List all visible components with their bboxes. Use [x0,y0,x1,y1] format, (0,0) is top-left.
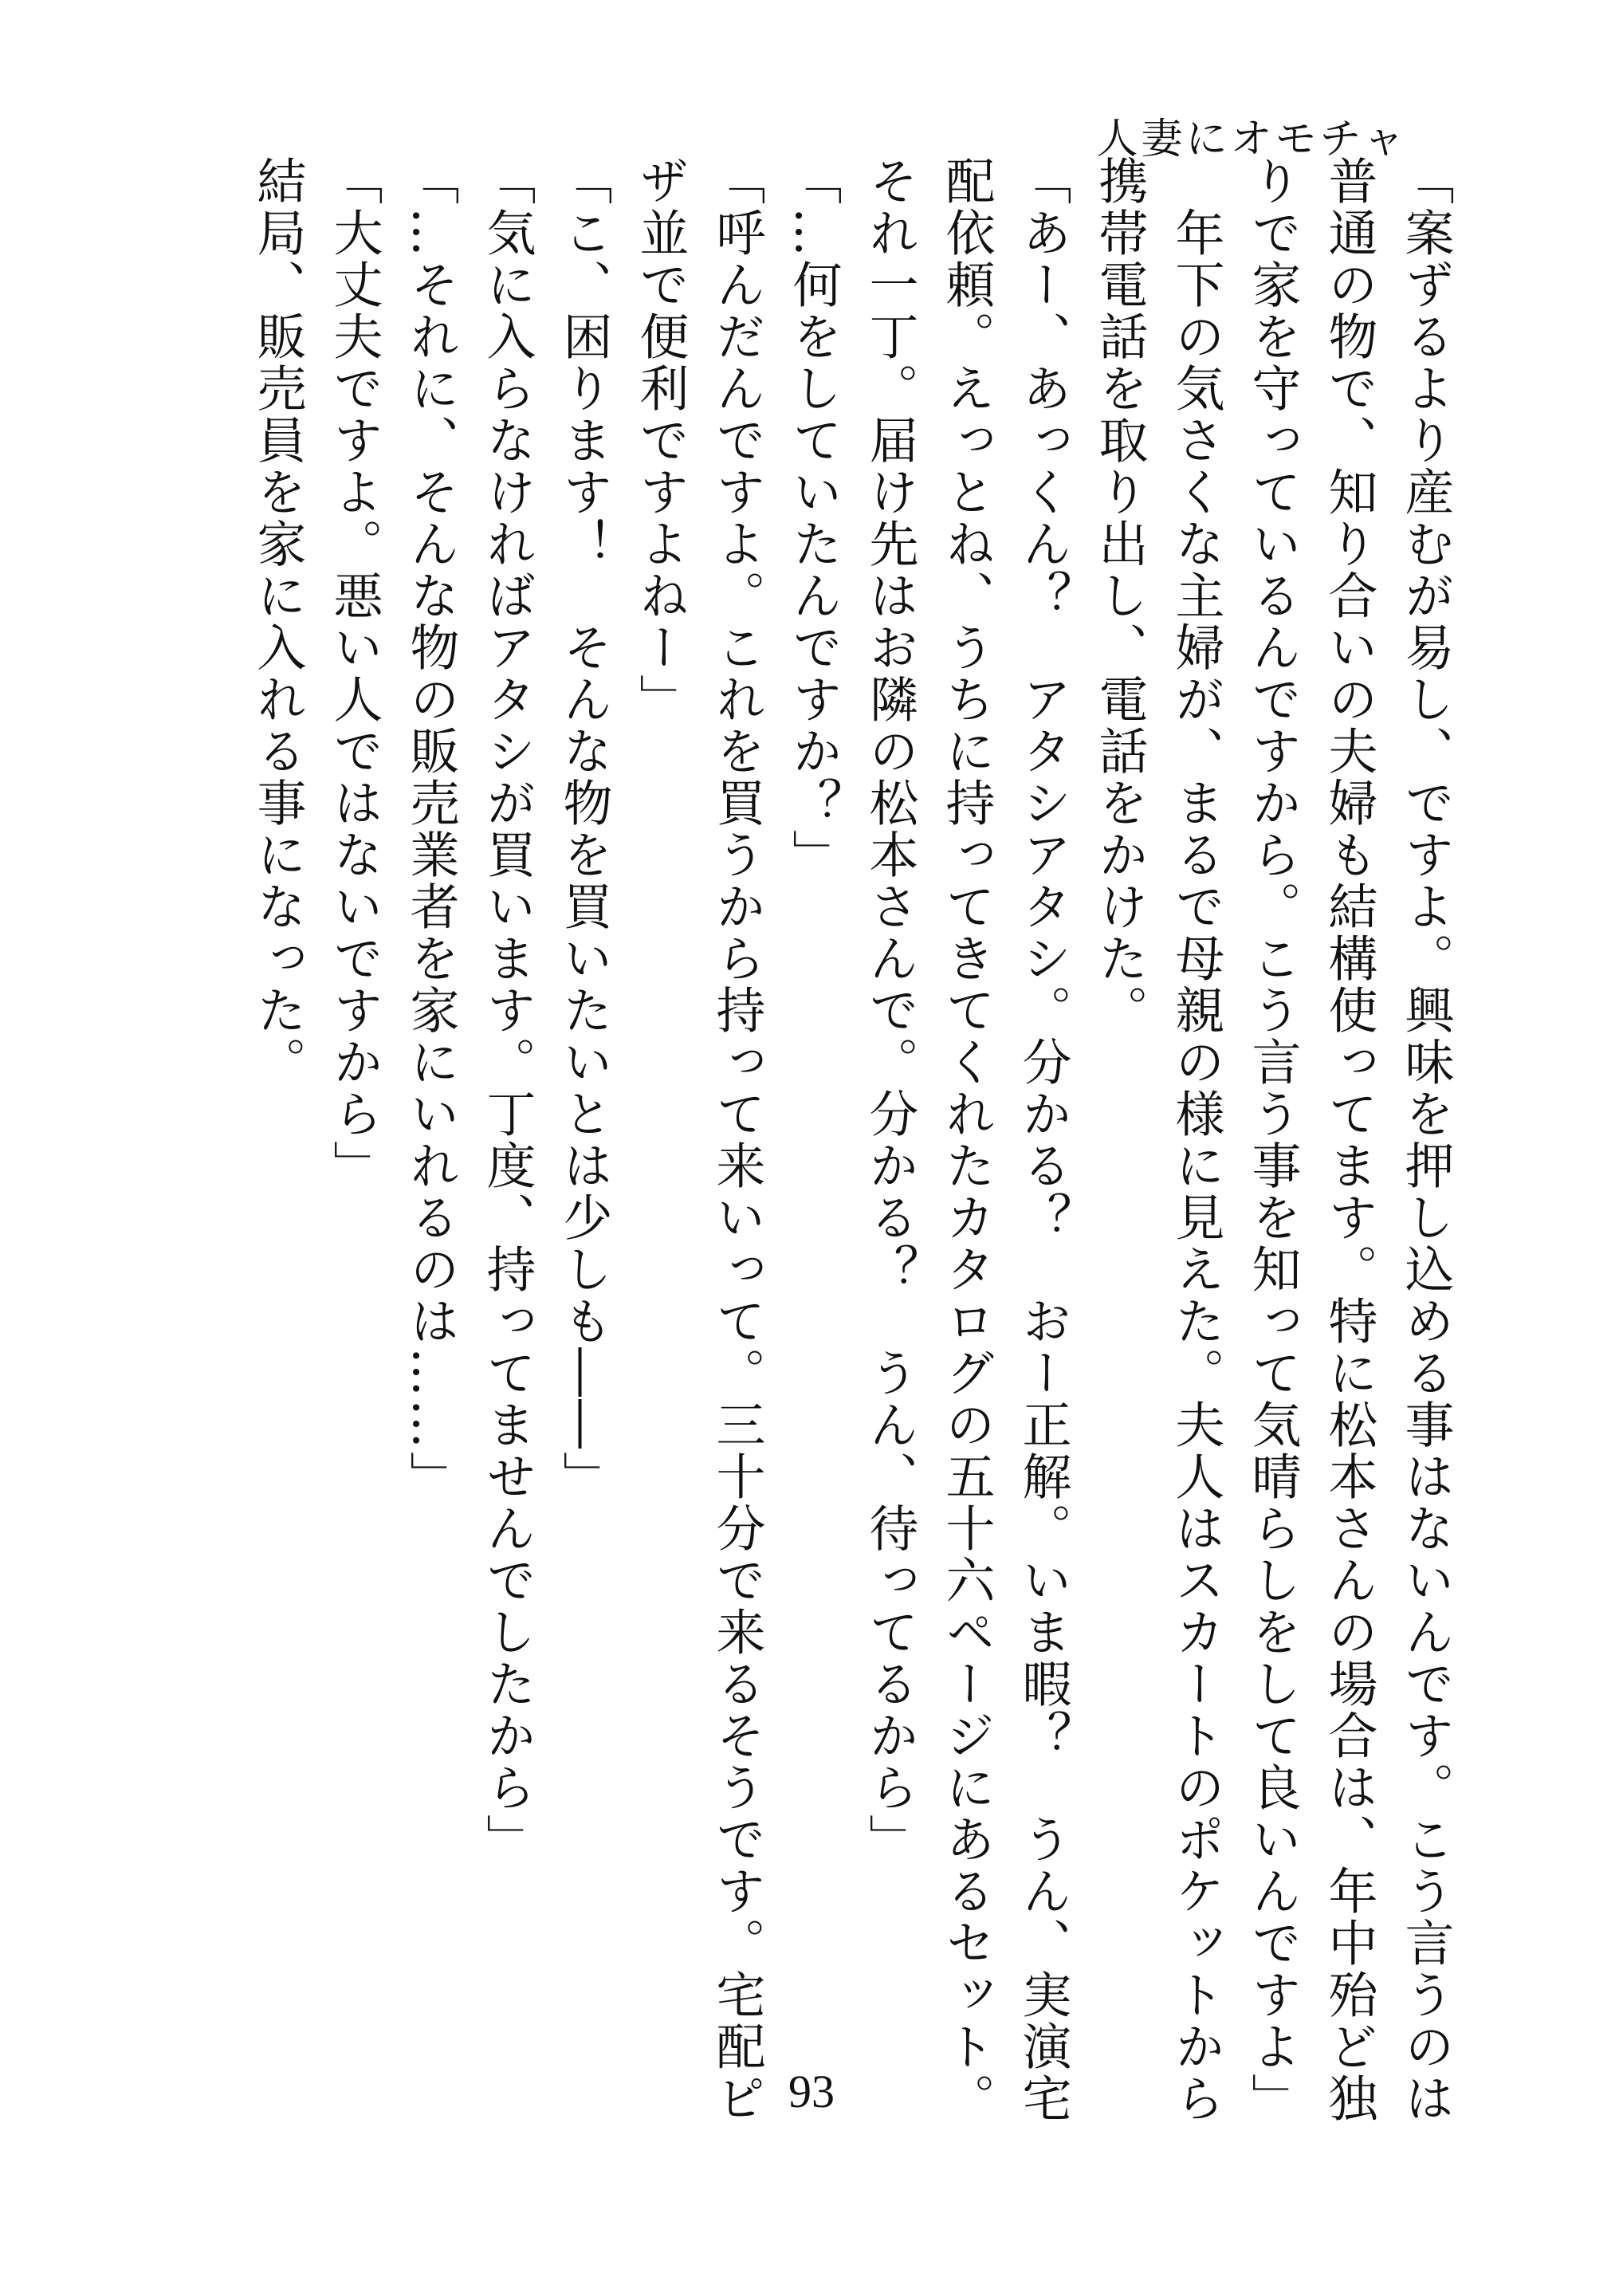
text-line: 「大丈夫ですよ。悪い人ではないですから」 [325,155,383,1192]
text-line: 年下の気さくな主婦が、まるで母親の様に見えた。夫人はスカートのポケットから [1167,155,1225,2125]
text-line: 「あー、あっくん？ アタシアタシ。分かる？ おー正解。いま暇？ うん、実演宅 [1014,155,1072,2125]
text-line: ザ並で便利ですよねー」 [631,155,690,725]
text-line: 「…それに、そんな物の販売業者を家にいれるのは……」 [402,155,460,1503]
text-line: 普通の物で、知り合いの夫婦も結構使ってます。特に松本さんの場合は、年中殆ど独 [1320,155,1378,2125]
text-line: 「呼んだんですよ。これを買うから持って来いって。三十分で来るそうです。宅配ピ [708,155,766,2125]
text-line: 結局、販売員を家に入れる事になった。 [249,155,307,1088]
text-line: りで家を守っているんですから。こう言う事を知って気晴らしをして良いんですよ」 [1244,155,1302,2125]
text-line: 携帯電話を取り出し、電話をかけた。 [1091,155,1149,1036]
text-line: 「…何をしていたんですか？」 [784,155,843,881]
text-line: 「案ずるより産むが易し、ですよ。興味を押し込める事はないんです。こう言うのは [1397,155,1455,2125]
text-line: それ一丁。届け先はお隣の松本さんで。分かる？ うん、待ってるから」 [861,155,919,1866]
page-number: 93 [788,2066,835,2117]
running-header: 人妻にオモチャ [1096,116,1408,163]
text-line: 「気に入らなければアタシが買います。丁度、持ってませんでしたから」 [478,155,536,1866]
text-line: 「こ、困ります！ そんな物を買いたいとは少しも――」 [555,155,613,1503]
text-line: 配依頼。えっとね、うちに持ってきてくれたカタログの五十六ページにあるセット。 [937,155,996,2125]
